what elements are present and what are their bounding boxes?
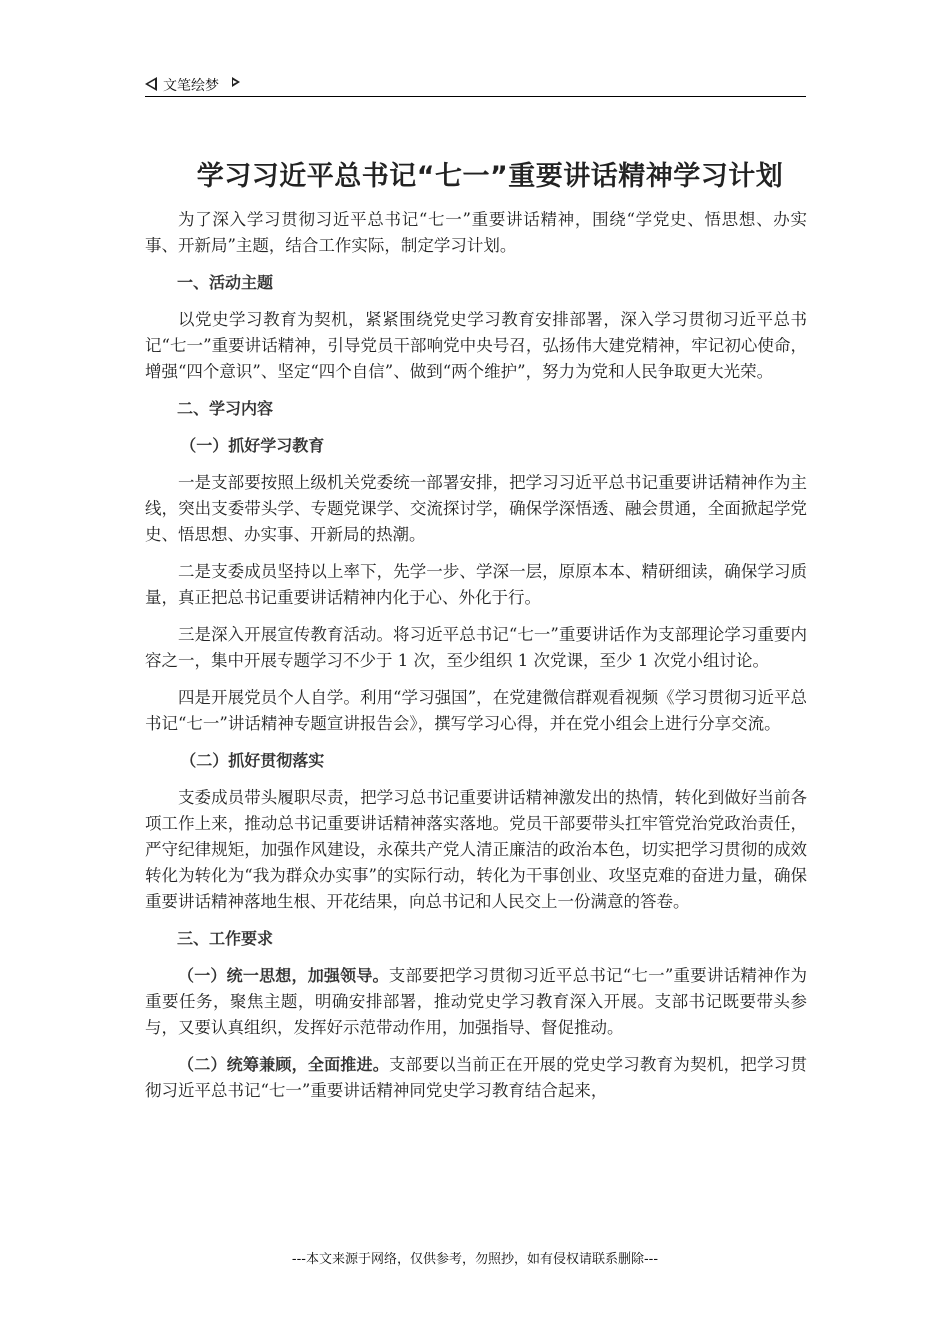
section-2-sub1-paragraph-1: 一是支部要按照上级机关党委统一部署安排，把学习习近平总书记重要讲话精神作为主线，突出支委带头学、专题党课学、交流探讨学，确保学深悟透、融会贯通，全面掀起学党史、悟思想、办实事、开新局的热潮。 xyxy=(145,473,807,544)
section-3-item-1 xyxy=(145,963,807,1041)
brand-label: 文笔绘梦 xyxy=(163,78,219,94)
section-3-item-2-body: 支部要以当前正在开展的党史学习教育为契机，把学习贯彻习近平总书记“七一”重要讲话精神同党史学习教育结合起来， xyxy=(145,1055,807,1100)
section-1-heading: 一、活动主题 xyxy=(177,273,274,292)
section-2-sub2-heading: （二）抓好贯彻落实 xyxy=(180,751,325,770)
section-2-sub2-paragraph: 支委成员带头履职尽责，把学习总书记重要讲话精神激发出的热情，转化到做好当前各项工作上来，推动总书记重要讲话精神落实落地。党员干部要带头扛牢管党治党政治责任，严守纪律规矩，加强作风建设，永葆共产党人清正廉洁的政治本色，切实把学习贯彻的成效转化为转化为“我为群众办实事”的实际行动，转化为干事创业、攻坚克难的奋进力量，确保重要讲话精神落地生根、开花结果，向总书记和人民交上一份满意的答卷。 xyxy=(145,788,807,911)
section-2-sub1-paragraph-4: 四是开展党员个人自学。利用“学习强国”，在党建微信群观看视频《学习贯彻习近平总书记“七一”讲话精神专题宣讲报告会》，撰写学习心得，并在党小组会上进行分享交流。 xyxy=(145,688,807,733)
section-3-item-2-lead: （二）统筹兼顾，全面推进。 xyxy=(178,1055,389,1074)
section-1-paragraph: 以党史学习教育为契机，紧紧围绕党史学习教育安排部署，深入学习贯彻习近平总书记“七一”重要讲话精神，引导党员干部响党中央号召，弘扬伟大建党精神，牢记初心使命，增强“四个意识”、坚定“四个自信”、做到“两个维护”，努力为党和人民争取更大光荣。 xyxy=(145,310,807,381)
section-3-item-1-body: 支部要把学习贯彻习近平总书记“七一”重要讲话精神作为重要任务，聚焦主题，明确安排部署，推动党史学习教育深入开展。支部书记既要带头参与，又要认真组织，发挥好示范带动作用，加强指导、督促推动。 xyxy=(145,966,807,1037)
section-2-heading: 二、学习内容 xyxy=(177,399,274,418)
section-2-sub1-paragraph-2: 二是支委成员坚持以上率下，先学一步、学深一层，原原本本、精研细读，确保学习质量，真正把总书记重要讲话精神内化于心、外化于行。 xyxy=(145,562,807,607)
footer-disclaimer: ---本文来源于网络，仅供参考，勿照抄，如有侵权请联系删除--- xyxy=(291,1252,659,1267)
section-2-sub1-heading: （一）抓好学习教育 xyxy=(180,436,325,455)
intro-paragraph: 为了深入学习贯彻习近平总书记“七一”重要讲话精神，围绕“学党史、悟思想、办实事、开新局”主题，结合工作实际，制定学习计划。 xyxy=(145,210,807,255)
section-3-item-2 xyxy=(145,1052,807,1104)
document-header xyxy=(145,72,806,97)
section-3-heading: 三、工作要求 xyxy=(177,929,274,948)
section-2-sub1-paragraph-3: 三是深入开展宣传教育活动。将习近平总书记“七一”重要讲话作为支部理论学习重要内容之一，集中开展专题学习不少于 1 次，至少组织 1 次党课，至少 1 次党小组讨论。 xyxy=(145,625,807,670)
document-body xyxy=(145,207,807,1115)
page-title: 学习习近平总书记“七一”重要讲话精神学习计划 xyxy=(196,161,784,192)
section-3-item-1-lead: （一）统一思想，加强领导。 xyxy=(178,966,389,985)
